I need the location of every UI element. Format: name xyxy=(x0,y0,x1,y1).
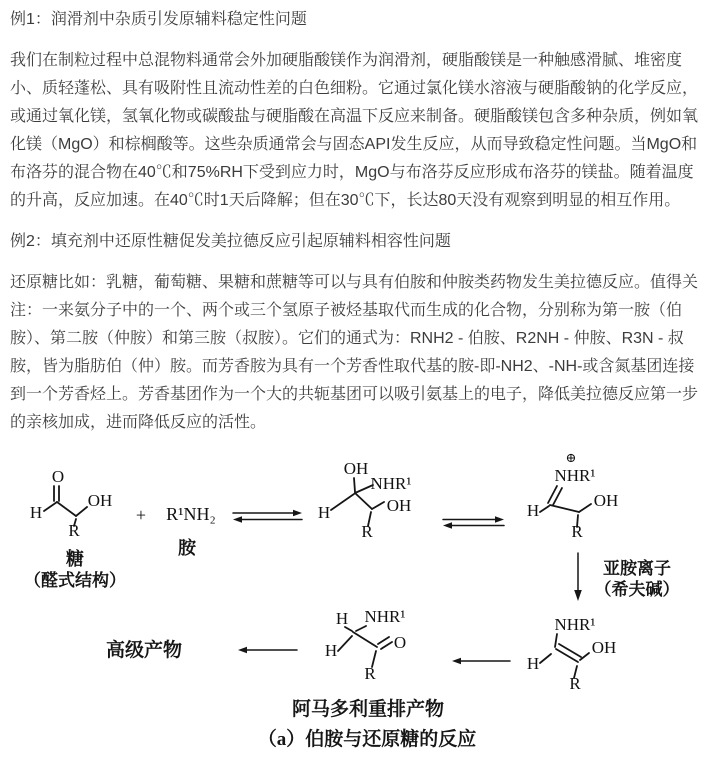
iminium-h-c-bond xyxy=(540,506,549,512)
carbinolamine-structure xyxy=(318,459,412,541)
carbinolamine-oh-top-label: OH xyxy=(343,459,369,478)
figure-caption: （a）伯胺与还原糖的反应 xyxy=(257,729,477,750)
example1-body: 我们在制粒过程中总混物料通常会外加硬脂酸镁作为润滑剂，硬脂酸镁是一种触感滑腻、堆密度小、质轻蓬松、具有吸附性且流动性差的白色细粉。它通过氯化镁水溶液与硬脂酸钠的化学反应，或通过氧化镁，氢氧化物或碳酸盐与硬脂酸在高温下反应来制备。硬脂酸镁包含多种杂质，例如氧化镁（MgO）和棕榈酸等。这些杂质通常会与固态API发生反应，从而导致稳定性问题。当MgO和布洛芬的混合物在40℃和75%RH下受到应力时，MgO与布洛芬反应形成布洛芬的镁盐。随着温度的升高，反应加速。在40℃时1天后降解；但在30℃下，长达80天没有观察到明显的相互作用。 xyxy=(10,52,699,209)
amine-name-label: 胺 xyxy=(178,538,196,558)
carbinolamine-h-label: H xyxy=(317,503,331,522)
down-arrowhead xyxy=(574,590,582,601)
carbinolamine-h-c-bond xyxy=(331,494,354,510)
imine-label xyxy=(595,558,680,599)
iminium-structure xyxy=(527,450,618,541)
sugar-o-label: O xyxy=(51,467,65,486)
equilibrium-arrow-1 xyxy=(233,510,302,523)
enamine-oh-label: OH xyxy=(591,638,617,657)
carbinolamine-cc-bond xyxy=(355,493,372,509)
amadori-co-double-bond-1 xyxy=(378,637,389,644)
arrow2-left-arrowhead xyxy=(452,658,461,664)
iminium-cc-bond xyxy=(550,505,579,512)
schiff-base-label: （希夫碱） xyxy=(594,580,680,599)
iminium-positive-charge-icon: ⊕ xyxy=(565,450,577,465)
amadori-h-left-label: H xyxy=(324,641,338,660)
sugar-h-label: H xyxy=(29,503,43,522)
arrow-enamine-to-amadori xyxy=(452,658,510,664)
arrow3-left-arrowhead xyxy=(238,647,247,653)
carbinolamine-oh-right-label: OH xyxy=(386,496,412,515)
equilibrium-arrow-2 xyxy=(443,516,504,528)
iminium-h-label: H xyxy=(526,501,540,520)
enamine-r-label: R xyxy=(569,674,581,693)
amadori-n-c-bond xyxy=(356,626,366,631)
amadori-h-c-bond xyxy=(338,636,352,651)
amadori-cc-bond xyxy=(353,632,377,647)
enamine-structure xyxy=(527,615,616,693)
sugar-r-label: R xyxy=(68,521,80,540)
maillard-reaction-diagram xyxy=(0,440,718,780)
sugar-form-label: （醛式结构） xyxy=(24,571,126,590)
arrow-to-advanced-products xyxy=(238,647,297,653)
amadori-co-double-bond-2 xyxy=(381,642,392,649)
amadori-o-label: O xyxy=(393,633,407,652)
amadori-caption: 阿马多利重排产物 xyxy=(291,699,445,720)
advanced-products-label: 高级产物 xyxy=(105,640,183,661)
sugar-cc-bond xyxy=(57,502,76,516)
iminium-c-oh-bond xyxy=(579,504,591,512)
enamine-cc-double-bond-1 xyxy=(556,649,578,662)
sugar-name-label: 糖 xyxy=(66,549,84,569)
carbinolamine-r-label: R xyxy=(361,522,373,541)
enamine-n-c-bond xyxy=(555,634,557,647)
amine-formula-label: R¹NH₂ xyxy=(166,504,216,524)
imine-down-arrow xyxy=(574,553,582,601)
iminium-oh-label: OH xyxy=(593,491,619,510)
carbinolamine-nhr-label: NHR¹ xyxy=(370,474,412,493)
plus-sign: + xyxy=(135,505,147,525)
amadori-htop-c-bond xyxy=(345,627,352,631)
example1-title: 例1：润滑剂中杂质引发原辅料稳定性问题 xyxy=(10,11,307,28)
sugar-oh-label: OH xyxy=(87,491,113,510)
amadori-nhr-label: NHR¹ xyxy=(364,607,406,626)
sugar-structure xyxy=(24,467,126,590)
sugar-hc-bond xyxy=(44,502,57,511)
eq1-right-arrowhead xyxy=(293,510,302,516)
eq2-left-arrowhead xyxy=(443,522,452,528)
enamine-nhr-label: NHR¹ xyxy=(554,615,596,634)
amadori-r-label: R xyxy=(364,664,376,683)
iminium-nhr-label: NHR¹ xyxy=(554,466,596,485)
example2-body: 还原糖比如：乳糖，葡萄糖、果糖和蔗糖等可以与具有伯胺和仲胺类药物发生美拉德反应。值得关注：一来氨分子中的一个、两个或三个氢原子被烃基取代而生成的化合物，分别称为第一胺（伯胺）、第二胺（仲胺）和第三胺（叔胺）。它们的通式为：RNH2 - 伯胺、R2NH - 仲胺、R3N - 叔胺，皆为脂肪伯（仲）胺。而芳香胺为具有一个芳香性取代基的胺-即-NH2、-NH-或含氮基团连接到一个芳香烃上。芳香基团作为一个大的共轭基团可以吸引氨基上的电子，降低美拉德反应第一步的亲核加成，进而降低反应的活性。 xyxy=(10,274,699,431)
amadori-h-top-label: H xyxy=(335,609,349,628)
enamine-h-c-bond xyxy=(540,654,551,663)
carbinolamine-c-oh-bond xyxy=(354,478,355,492)
iminium-r-label: R xyxy=(571,522,583,541)
enamine-h-label: H xyxy=(526,654,540,673)
carbinolamine-c-oh2-bond xyxy=(372,502,384,509)
enamine-cc-double-bond-2 xyxy=(559,644,581,657)
imine-ion-label: 亚胺离子 xyxy=(603,559,671,578)
eq2-right-arrowhead xyxy=(495,516,504,522)
eq1-left-arrowhead xyxy=(233,516,242,522)
amadori-structure xyxy=(325,607,406,683)
example2-title: 例2：填充剂中还原性糖促发美拉德反应引起原辅料相容性问题 xyxy=(10,233,451,250)
sugar-coh-bond xyxy=(76,507,87,516)
amine-reactant xyxy=(166,504,216,558)
